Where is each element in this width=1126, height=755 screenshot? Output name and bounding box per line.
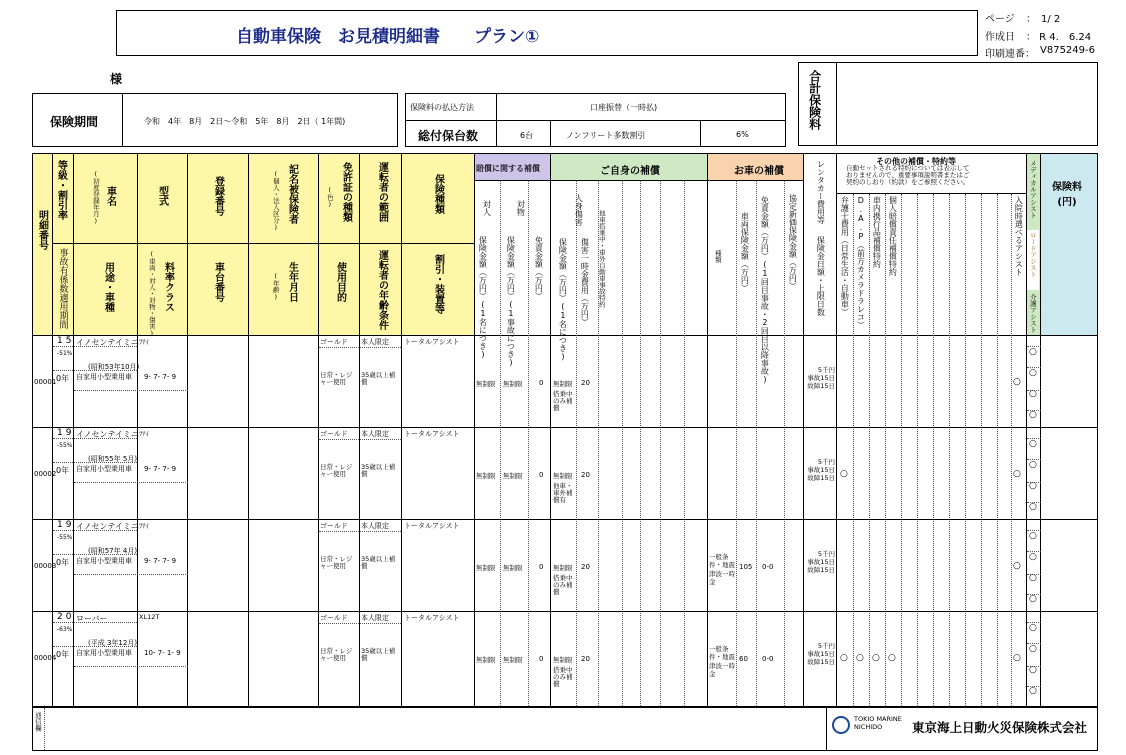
pi-temp: 20: [581, 563, 590, 571]
rate-class: 10- 7- 1- 9: [144, 649, 181, 657]
page-title: 自動車保険 お見積明細書 プラン①: [236, 27, 540, 47]
vehicle-type: 一般条件・地震津波一時金: [709, 553, 735, 587]
pi-amt: 無制限: [553, 380, 573, 388]
pi-note: 搭乗中のみ補償: [553, 390, 573, 413]
purpose: 日常・レジャー使用: [320, 647, 353, 663]
row-no: 00002: [34, 470, 57, 478]
date-label: 作成日: [985, 32, 1015, 43]
header-birth: 生年月日: [286, 262, 298, 302]
grade-rate: -51%: [57, 350, 73, 357]
driver-age: 35歳以上補償: [361, 463, 396, 479]
total-label: 合計保険料: [807, 70, 822, 130]
header-rate-class-note: (車両・対人・対物・傷害): [147, 250, 156, 338]
assist-mark: ○: [1013, 469, 1021, 479]
license-color: ゴールド: [320, 614, 348, 622]
vehicle-ded: 0-0: [762, 563, 774, 571]
assist-circle-icon: ○: [1029, 439, 1037, 449]
nonfleet-discount: 6%: [736, 130, 749, 139]
car-name: イノセンテイミニ: [76, 338, 139, 347]
header-property-amt: 保険金額（万円）(1事故につき): [506, 236, 516, 367]
grade-value: 20: [57, 612, 75, 622]
period-label: 保険期間: [50, 115, 99, 129]
grade-period: 0年: [56, 650, 70, 659]
option-mark: ○: [840, 653, 848, 663]
car-name: イノセンテイミニ: [76, 522, 139, 531]
pi-amt: 無制限: [553, 472, 573, 480]
header-model: 型式: [156, 186, 168, 206]
nonfleet-label: ノンフリート多数割引: [566, 131, 646, 140]
grade-period: 0年: [56, 558, 70, 567]
header-license: 免許証の種類: [340, 162, 352, 222]
assist-circle-icon: ○: [1029, 573, 1037, 583]
driver-age: 35歳以上補償: [361, 647, 396, 663]
pi-temp: 20: [581, 471, 590, 479]
payment-value: 口座振替（一時払): [590, 103, 658, 112]
header-discount-type: 割引・装置等: [432, 254, 444, 314]
header-use: 用途・車種: [102, 262, 114, 312]
header-phone: 車内携行品補償特約: [872, 196, 882, 268]
vehicle-amt: 60: [739, 655, 748, 663]
fleet-count: 6台: [520, 131, 534, 140]
license-color: ゴールド: [320, 430, 348, 438]
section-self: ご自身の補償: [600, 166, 660, 177]
header-bodily-amt: 保険金額（万円）(1名につき): [478, 236, 488, 359]
pi-note: 搭乗中のみ補償: [553, 574, 573, 597]
header-grade: 等級・割引率: [55, 160, 67, 220]
use-type: 自家用小型乗用車: [76, 373, 132, 381]
assist-circle-icon: ○: [1029, 460, 1037, 470]
row-no: 00004: [34, 654, 57, 662]
assist-circle-icon: ○: [1029, 389, 1037, 399]
deductible: 0: [539, 563, 544, 571]
grade-value: 19: [57, 428, 75, 438]
header-rental: レンタカー費用等: [816, 160, 826, 224]
header-medical: メディカルアシスト: [1028, 160, 1037, 219]
header-assist-label: 入院時選べるアシスト: [1014, 196, 1024, 276]
header-birth-note: (年齢): [271, 272, 280, 301]
bodily-amt: 無制限: [476, 472, 496, 480]
header-bodily: 対人: [482, 200, 492, 216]
payment-label: 保険料の払込方法: [410, 103, 474, 112]
rental-value: 5千円 事故15日 故障15日: [807, 366, 835, 390]
company-logo-icon: [832, 716, 850, 734]
header-premium: 保険料 (円): [1052, 182, 1082, 208]
option-mark: ○: [840, 469, 848, 479]
bodily-amt: 無制限: [476, 656, 496, 664]
property-amt: 無制限: [503, 656, 523, 664]
assist-circle-icon: ○: [1029, 552, 1037, 562]
option-mark: ○: [856, 653, 864, 663]
grade-rate: -63%: [57, 626, 73, 633]
pi-temp: 20: [581, 655, 590, 663]
rate-class: 9- 7- 7- 9: [144, 465, 177, 473]
header-driver-age: 運転者の年齢条件: [376, 250, 388, 330]
print-label: 印刷連番：: [985, 49, 1035, 60]
assist-circle-icon: ○: [1029, 481, 1037, 491]
header-pi-temp: 傷害一時金費用（万円）: [580, 238, 590, 326]
purpose: 日常・レジャー使用: [320, 371, 353, 387]
print-value: V875249-6: [1040, 45, 1095, 56]
reg-year: (昭和53年10月): [88, 363, 140, 371]
pi-note: 搭乗中のみ補償: [553, 666, 573, 689]
grade-rate: -55%: [57, 534, 73, 541]
use-type: 自家用小型乗用車: [76, 557, 132, 565]
page-label: ページ: [985, 14, 1015, 25]
assist-circle-icon: ○: [1029, 686, 1037, 696]
ins-type: トータルアシスト: [404, 614, 460, 622]
section-liability: 賠償に関する補償: [476, 164, 540, 173]
period-value: 令和 4年 8月 2日～令和 5年 8月 2日（ 1年間): [144, 117, 346, 126]
vehicle-type: 一般条件・地震津波一時金: [709, 645, 735, 679]
header-rental-sub: 保険金日額・上限日数: [816, 236, 826, 316]
header-insured-note: (個人・法人区分): [271, 170, 280, 232]
rental-value: 5千円 事故15日 故障15日: [807, 458, 835, 482]
rate-class: 9- 7- 7- 9: [144, 373, 177, 381]
assist-circle-icon: ○: [1029, 368, 1037, 378]
rate-class: 9- 7- 7- 9: [144, 557, 177, 565]
fleet-count-label: 総付保台数: [418, 129, 479, 143]
purpose: 日常・レジャー使用: [320, 463, 353, 479]
bodily-amt: 無制限: [476, 380, 496, 388]
assist-mark: ○: [1013, 561, 1021, 571]
deductible: 0: [539, 471, 544, 479]
driver-range: 本人限定: [361, 522, 389, 530]
option-mark: ○: [872, 653, 880, 663]
ins-type: トータルアシスト: [404, 338, 460, 346]
comm-label: 通信欄: [33, 712, 42, 732]
header-property: 対物: [516, 200, 526, 216]
header-purpose: 使用目的: [334, 262, 346, 302]
pi-note: 他車・車外補償有: [553, 482, 573, 505]
vehicle-amt: 105: [739, 563, 753, 571]
pi-amt: 無制限: [553, 564, 573, 572]
header-vehicle-ded: 免責金額（万円）(1回目事故・2回目以降事故): [760, 196, 770, 384]
model-code: ﾌｱｲ: [139, 522, 149, 530]
header-row-no: 明細番号: [36, 210, 48, 250]
option-mark: ○: [888, 653, 896, 663]
total-box: [798, 62, 1098, 146]
header-license-note: (色): [325, 186, 334, 209]
honorific: 様: [110, 72, 123, 86]
grade-rate: -55%: [57, 442, 73, 449]
property-amt: 無制限: [503, 564, 523, 572]
assist-circle-icon: ○: [1029, 623, 1037, 633]
driver-range: 本人限定: [361, 338, 389, 346]
use-type: 自家用小型乗用車: [76, 465, 132, 473]
assist-circle-icon: ○: [1029, 594, 1037, 604]
header-road: ロードアシスト: [1028, 232, 1037, 278]
pi-temp: 20: [581, 379, 590, 387]
grade-value: 15: [57, 336, 75, 346]
reg-year: (平成 3年12月): [88, 639, 138, 647]
purpose: 日常・レジャー使用: [320, 555, 353, 571]
pi-amt: 無制限: [553, 656, 573, 664]
header-deductible: 免責金額（万円）: [534, 236, 544, 300]
header-rate-class: 料率クラス: [162, 262, 174, 312]
deductible: 0: [539, 379, 544, 387]
grade-period: 0年: [56, 374, 70, 383]
model-code: ﾌｱｲ: [139, 430, 149, 438]
header-driver-range: 運転者の範囲: [376, 162, 388, 222]
header-car-name: 車名: [104, 186, 116, 206]
header-grade-sub: 事故有係数適用期間: [57, 248, 68, 329]
deductible: 0: [539, 655, 544, 663]
header-care: 介護アシスト: [1028, 294, 1037, 333]
header-car-name-note: (初度登録年月): [91, 170, 100, 225]
section-car: お車の補償: [734, 166, 784, 177]
date-value: ： R 4. 6.24: [1026, 32, 1092, 43]
ins-type: トータルアシスト: [404, 522, 460, 530]
assist-circle-icon: ○: [1029, 347, 1037, 357]
assist-circle-icon: ○: [1029, 410, 1037, 420]
assist-mark: ○: [1013, 377, 1021, 387]
property-amt: 無制限: [503, 472, 523, 480]
reg-year: (昭和57年 4月): [88, 547, 138, 555]
header-dap: D.A.P（前方カメラドラレコ）: [856, 196, 866, 329]
grade-value: 19: [57, 520, 75, 530]
header-personal-injury: 人身傷害: [574, 194, 584, 226]
driver-range: 本人限定: [361, 614, 389, 622]
reg-year: (昭和55年 5月): [88, 455, 138, 463]
bodily-amt: 無制限: [476, 564, 496, 572]
company-name: 東京海上日動火災保険株式会社: [912, 720, 1088, 735]
header-personal-liab: 個人賠償責任補償特約: [888, 196, 898, 276]
ins-type: トータルアシスト: [404, 430, 460, 438]
car-name: ローバー: [76, 614, 108, 623]
model-code: XL12T: [139, 613, 160, 621]
header-ins-type: 保険種類: [432, 174, 444, 214]
logo-text: TOKIO MARINE NICHIDO: [854, 715, 902, 731]
row-no: 00003: [34, 562, 57, 570]
header-reg-no: 登録番号: [212, 176, 224, 216]
header-vehicle-amt: 車両保険金額（万円）: [740, 212, 750, 292]
use-type: 自家用小型乗用車: [76, 649, 132, 657]
driver-age: 35歳以上補償: [361, 555, 396, 571]
car-name: イノセンテイミニ: [76, 430, 139, 439]
section-others-title: その他の補償・特約等: [876, 157, 956, 166]
license-color: ゴールド: [320, 522, 348, 530]
assist-circle-icon: ○: [1029, 644, 1037, 654]
assist-circle-icon: ○: [1029, 502, 1037, 512]
assist-circle-icon: ○: [1029, 665, 1037, 675]
header-vehicle-type: 種類: [713, 250, 722, 263]
grade-period: 0年: [56, 466, 70, 475]
vehicle-ded: 0-0: [762, 655, 774, 663]
rental-value: 5千円 事故15日 故障15日: [807, 642, 835, 666]
license-color: ゴールド: [320, 338, 348, 346]
header-chassis: 車台番号: [212, 262, 224, 302]
rental-value: 5千円 事故15日 故障15日: [807, 550, 835, 574]
header-insured: 記名被保険者: [286, 164, 298, 224]
driver-range: 本人限定: [361, 430, 389, 438]
model-code: ﾌｱｲ: [139, 338, 149, 346]
header-lawyer: 弁護士費用（日常生活・自動車）: [840, 196, 850, 316]
header-pi-amt: 保険金額（万円）(1名につき): [558, 238, 568, 361]
assist-mark: ○: [1013, 653, 1021, 663]
assist-circle-icon: ○: [1029, 531, 1037, 541]
section-others-note: 自動セットされる特約については表示して おりませんので、重要事項説明書またはご 契約のしおり（約款）をご参照ください。: [846, 164, 970, 187]
row-no: 00001: [34, 378, 57, 386]
property-amt: 無制限: [503, 380, 523, 388]
header-pi-outside: 他車搭乗中・車外自動車事故特約: [597, 210, 606, 308]
page-value: ： 1/ 2: [1026, 14, 1061, 25]
header-new-car: 協定新価保険金額（万円）: [788, 194, 798, 290]
driver-age: 35歳以上補償: [361, 371, 396, 387]
